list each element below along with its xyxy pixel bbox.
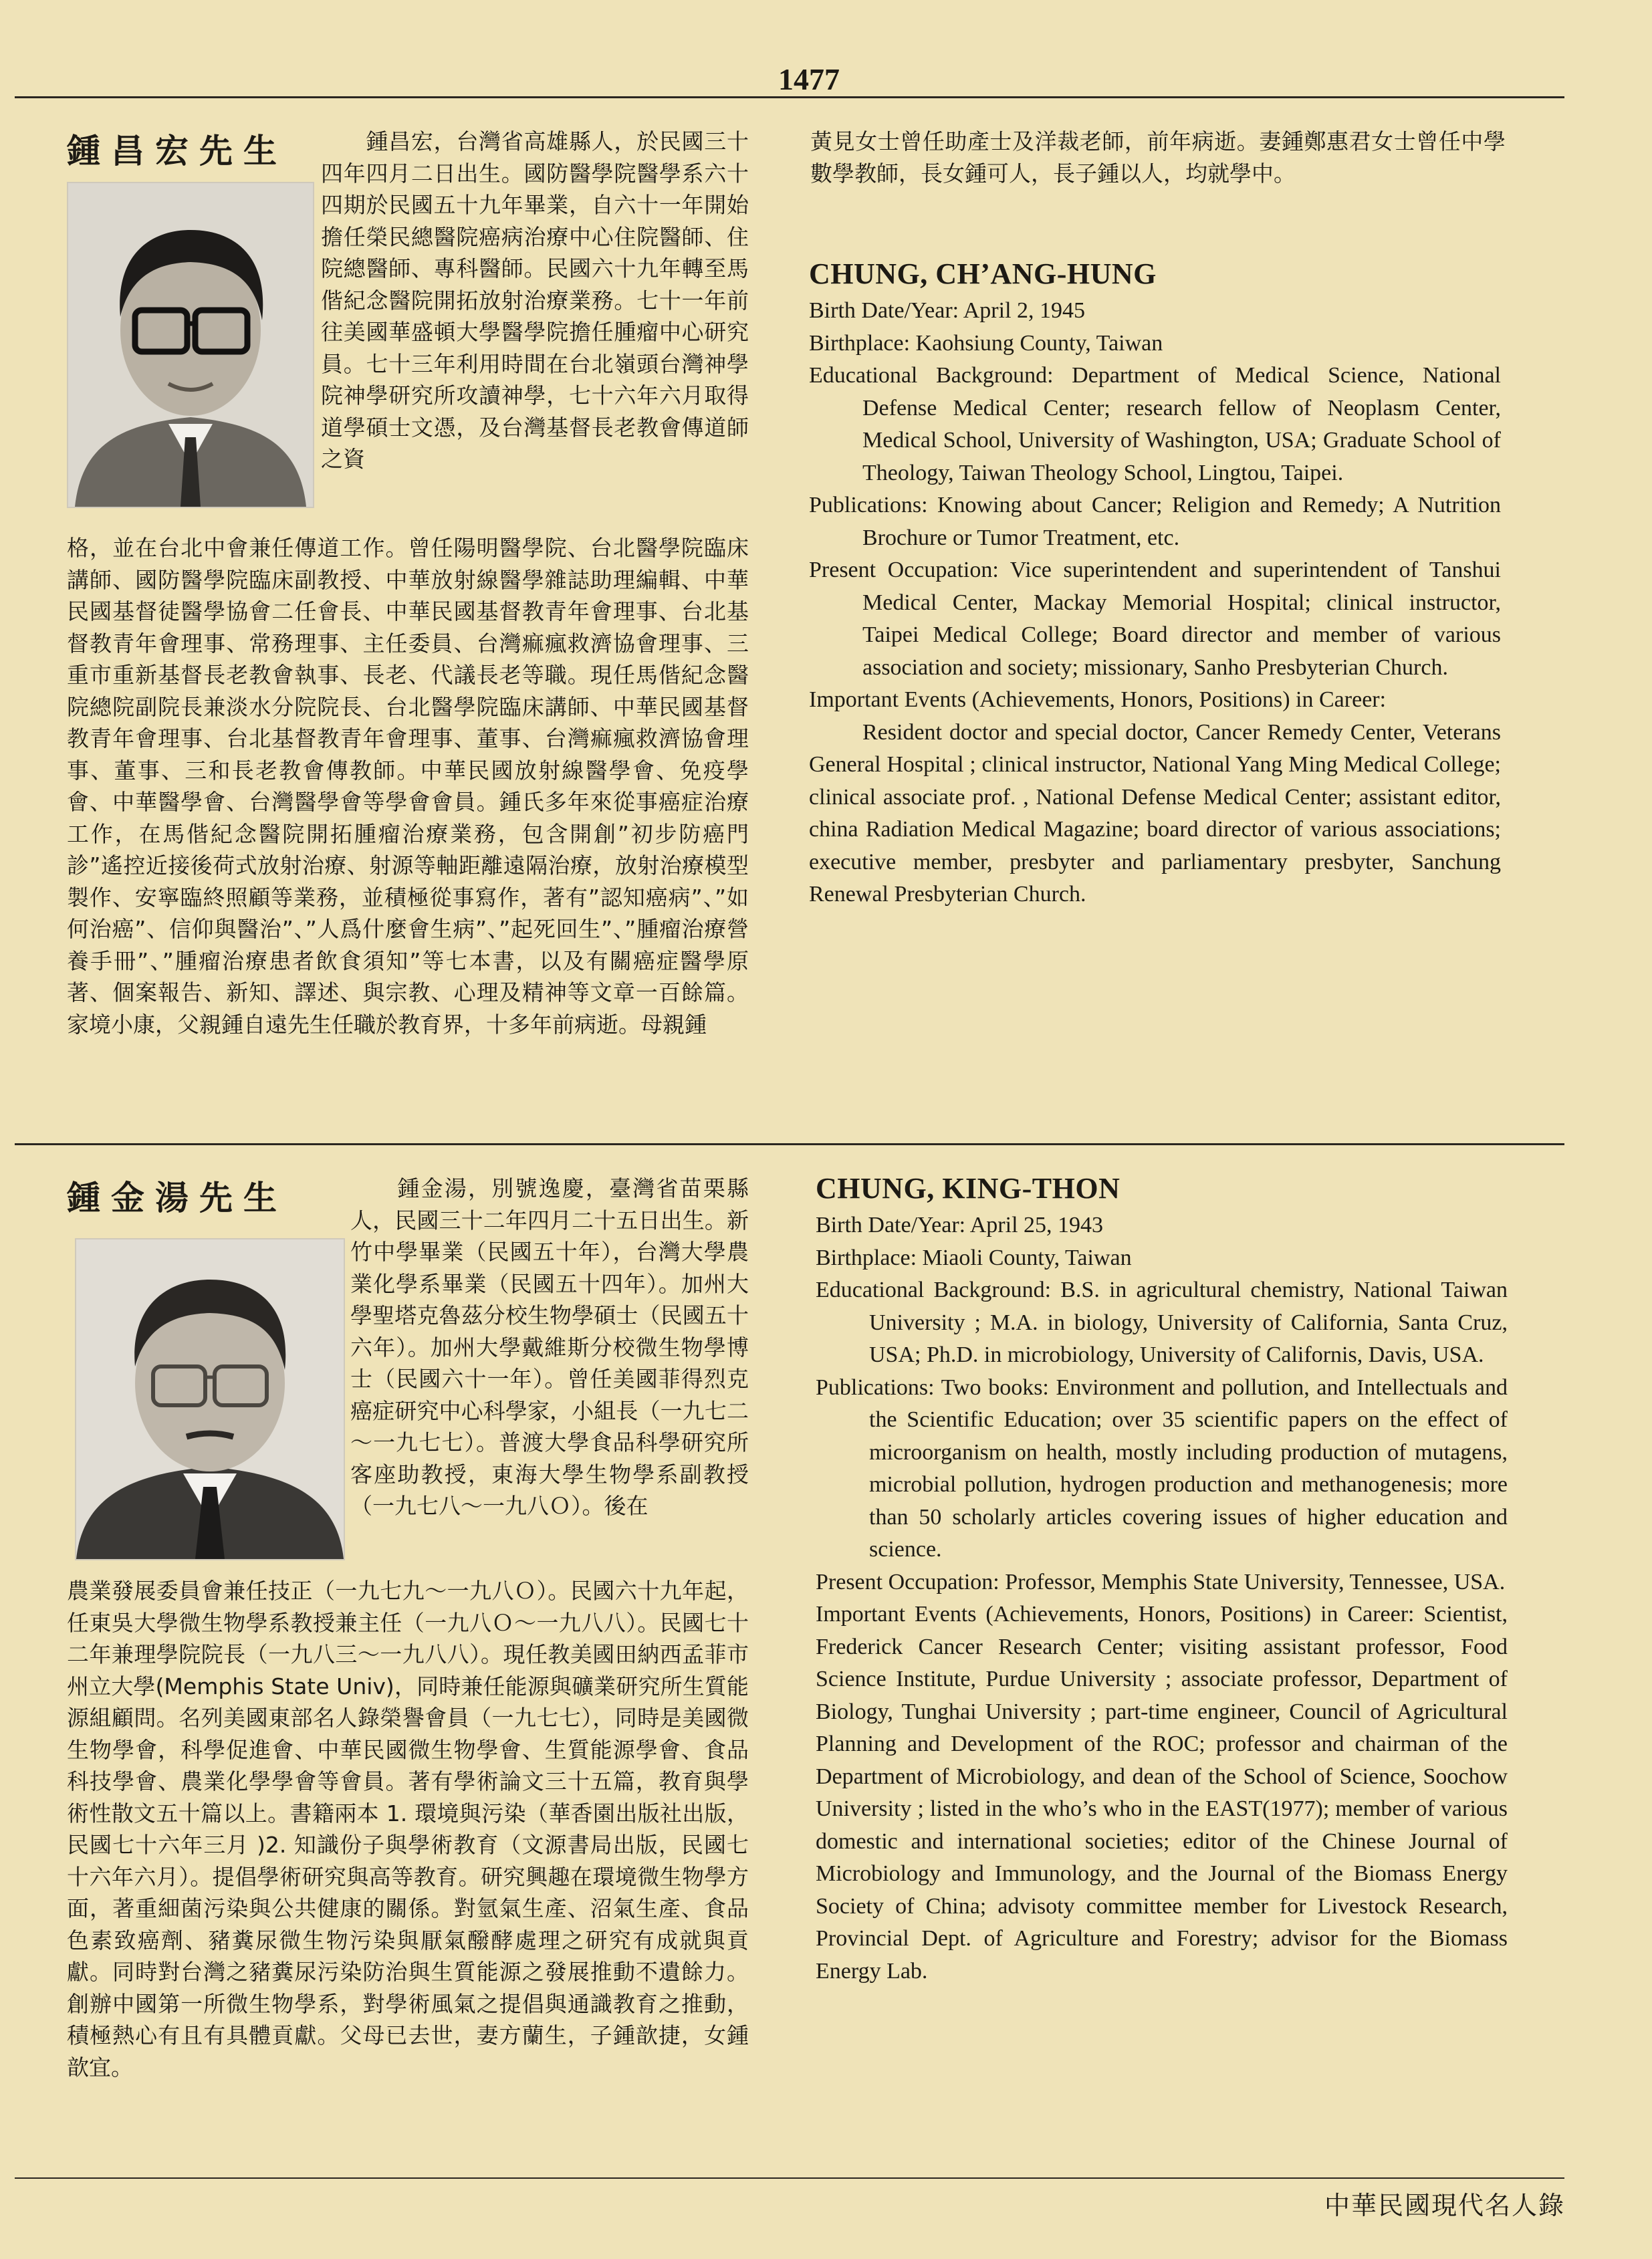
footer-book-title: 中華民國現代名人錄 — [1324, 2191, 1565, 2220]
events-field: Resident doctor and special doctor, Cancer Remedy Center, Veterans General Hospital ; clinical instructor, National Yang Ming Medical College; clinical associate prof. , National Defense Medical Center; assistant editor, china Radiation Medical Magazine; board director of various associations; executive member, presbyter and parliamentary presbyter, Sanchung Renewal Presbyterian Church. — [809, 719, 1501, 907]
entry-1-portrait-photo — [67, 182, 314, 508]
entry-1-name-zh: 鍾昌宏先生 — [67, 132, 287, 170]
events-field: Important Events (Achievements, Honors, Positions) in Career: Scientist, Frederick Cancer Research Center; visiting assistant professor, Food Science Institute, Purdue University ; associate professor, Department of Biology, Tunghai University ; part-time engineer, Council of Agricultural Planning and Development of the ROC; professor and chairman of the Department of Microbiology, and dean of the School of Science, Soochow University ; listed in the who’s who in the EAST(1977); member of various domestic and international societies; editor of the Chinese Journal of Microbiology and Immunology, and the Journal of the Biomass Energy Society of China; advisoty committee member for Livestock Research, Provincial Dept. of Agriculture and Forestry; advisor for the Biomass Energy Lab. — [816, 1602, 1508, 1984]
entry-2-name-zh: 鍾金湯先生 — [67, 1179, 287, 1217]
occupation-field: Present Occupation: Vice superintendent and superintendent of Tanshui Medical Center, Mackay Memorial Hospital; clinical instructor, Taipei Medical College; Board director and member of various association and society; missionary, Sanho Presbyterian Church. — [809, 558, 1501, 680]
birthplace-field: Birthplace: Miaoli County, Taiwan — [816, 1245, 1132, 1270]
top-rule — [15, 96, 1564, 98]
portrait-photo-icon — [76, 1239, 344, 1559]
birth-date-field: Birth Date/Year: April 25, 1943 — [816, 1213, 1104, 1237]
entry-1-bio-zh-intro: 鍾昌宏，台灣省高雄縣人，於民國三十四年四月二日出生。國防醫學院醫學系六十四期於民國五十九年畢業，自六十一年開始擔任榮民總醫院癌病治療中心住院醫師、住院總醫師、專科醫師。民國六十九年轉至馬偕紀念醫院開拓放射治療業務。七十一年前往美國華盛頓大學醫學院擔任腫瘤中心研究員。七十三年利用時間在台北嶺頭台灣神學院神學研究所攻讀神學，七十六年六月取得道學碩士文憑，及台灣基督長老教會傳道師之資 — [321, 128, 749, 472]
entry-2-english-bio — [816, 1171, 1508, 1988]
entry-1-bio-zh-main: 格，並在台北中會兼任傳道工作。曾任陽明醫學院、台北醫學院臨床講師、國防醫學院臨床副教授、中華放射線醫學雜誌助理編輯、中華民國基督徒醫學協會二任會長、中華民國基督教青年會理事、台北基督教青年會理事、常務理事、主任委員、台灣痲瘋救濟協會理事、三重市重新基督長老教會執事、長老、代議長老等職。現任馬偕紀念醫院總院副院長兼淡水分院院長、台北醫學院臨床講師、中華民國基督教青年會理事、台北基督教青年會理事、董事、台灣痲瘋救濟協會理事、董事、三和長老教會傳教師。中華民國放射線醫學會、免疫學會、中華醫學會、台灣醫學會等學會會員。鍾氏多年來從事癌症治療工作，在馬偕紀念醫院開拓腫瘤治療業務，包含開創”初步防癌門診”遙控近接後荷式放射治療、射源等軸距離遠隔治療，放射治療模型製作、安寧臨終照顧等業務，並積極從事寫作，著有”認知癌病”、”如何治癌”、信仰與醫治”、”人爲什麼會生病”、”起死回生”、”腫瘤治療營養手冊”、”腫瘤治療患者飲食須知”等七本書，以及有關癌症醫學原著、個案報告、新知、譯述、與宗教、心理及精神等文章一百餘篇。家境小康，父親鍾自遠先生任職於教育界，十多年前病逝。母親鍾 — [67, 535, 749, 1038]
birth-date-field: Birth Date/Year: April 2, 1945 — [809, 298, 1086, 323]
portrait-photo-icon — [68, 183, 313, 507]
entry-1-name-en: CHUNG, CH’ANG-HUNG — [809, 257, 1157, 290]
education-field: Educational Background: Department of Medical Science, National Defense Medical Center; research fellow of Neoplasm Center, Medical School, University of Washington, USA; Graduate School of Theology, Taiwan Theology School, Lingtou, Taipei. — [809, 363, 1501, 485]
publications-field: Publications: Two books: Environment and pollution, and Intellectuals and the Scientific Education; over 35 scientific papers on the effect of microorganism on health, mostly including production of mutagens, microbial pollution, hydrogen production and methanogenesis; more than 50 scholarly articles covering issues of higher education and science. — [816, 1375, 1508, 1562]
education-field: Educational Background: B.S. in agricultural chemistry, National Taiwan University ; M.A. in biology, University of California, Santa Cruz, USA; Ph.D. in microbiology, University of Californis, Davis, USA. — [816, 1278, 1508, 1367]
page-number: 1477 — [778, 62, 840, 96]
entry-2-name-en: CHUNG, KING-THON — [816, 1172, 1120, 1205]
publications-field: Publications: Knowing about Cancer; Religion and Remedy; A Nutrition Brochure or Tumor Treatment, etc. — [809, 493, 1501, 550]
entry-2-bio-zh-intro: 鍾金湯，別號逸慶，臺灣省苗栗縣人，民國三十二年四月二十五日出生。新竹中學畢業（民國五十年），台灣大學農業化學系畢業（民國五十四年）。加州大學聖塔克魯茲分校生物學碩士（民國五十六年）。加州大學戴維斯分校微生物學博士（民國六十一年）。曾任美國菲得烈克癌症研究中心科學家，小組長（一九七二～一九七七）。普渡大學食品科學研究所客座助教授，東海大學生物學系副教授（一九七八～一九八Ｏ）。後在 — [350, 1175, 749, 1519]
bottom-rule — [15, 2177, 1564, 2179]
birthplace-field: Birthplace: Kaohsiung County, Taiwan — [809, 330, 1163, 356]
occupation-field: Present Occupation: Professor, Memphis State University, Tennessee, USA. — [816, 1569, 1506, 1594]
events-heading: Important Events (Achievements, Honors, Positions) in Career: — [809, 687, 1387, 712]
entry-2-bio-zh-main: 農業發展委員會兼任技正（一九七九～一九八Ｏ）。民國六十九年起，任東吳大學微生物學系教授兼主任（一九八Ｏ～一九八八）。民國七十二年兼理學院院長（一九八三～一九八八）。現任教美國田納西孟菲市州立大學(Memphis State Univ)，同時兼任能源與礦業研究所生質能源組顧問。名列美國東部名人錄榮譽會員（一九七七），同時是美國微生物學會，科學促進會、中華民國微生物學會、生質能源學會、食品科技學會、農業化學學會等會員。著有學術論文三十五篇，教育與學術性散文五十篇以上。書籍兩本 1. 環境與污染（華香園出版社出版，民國七十六年三月 )2. 知識份子與學術教育（文源書局出版，民國七十六年六月）。提倡學術研究與高等教育。研究興趣在環境微生物學方面，著重細菌污染與公共健康的關係。對氫氣生產、沼氣生產、食品色素致癌劑、豬糞尿微生物污染與厭氣醱酵處理之研究有成就與貢獻。同時對台灣之豬糞尿污染防治與生質能源之發展推動不遺餘力。創辦中國第一所微生物學系，對學術風氣之提倡與通識教育之推動，積極熱心有且有具體貢獻。父母已去世，妻方蘭生，子鍾歆捷，女鍾歆宜。 — [67, 1578, 749, 2080]
entry-1-bio-zh-continued: 黃見女士曾任助產士及洋裁老師，前年病逝。妻鍾鄭惠君女士曾任中學數學教師，長女鍾可人，長子鍾以人，均就學中。 — [810, 128, 1506, 187]
entry-divider — [15, 1143, 1564, 1145]
entry-1-english-bio — [809, 257, 1501, 911]
entry-2-portrait-photo — [75, 1238, 345, 1560]
